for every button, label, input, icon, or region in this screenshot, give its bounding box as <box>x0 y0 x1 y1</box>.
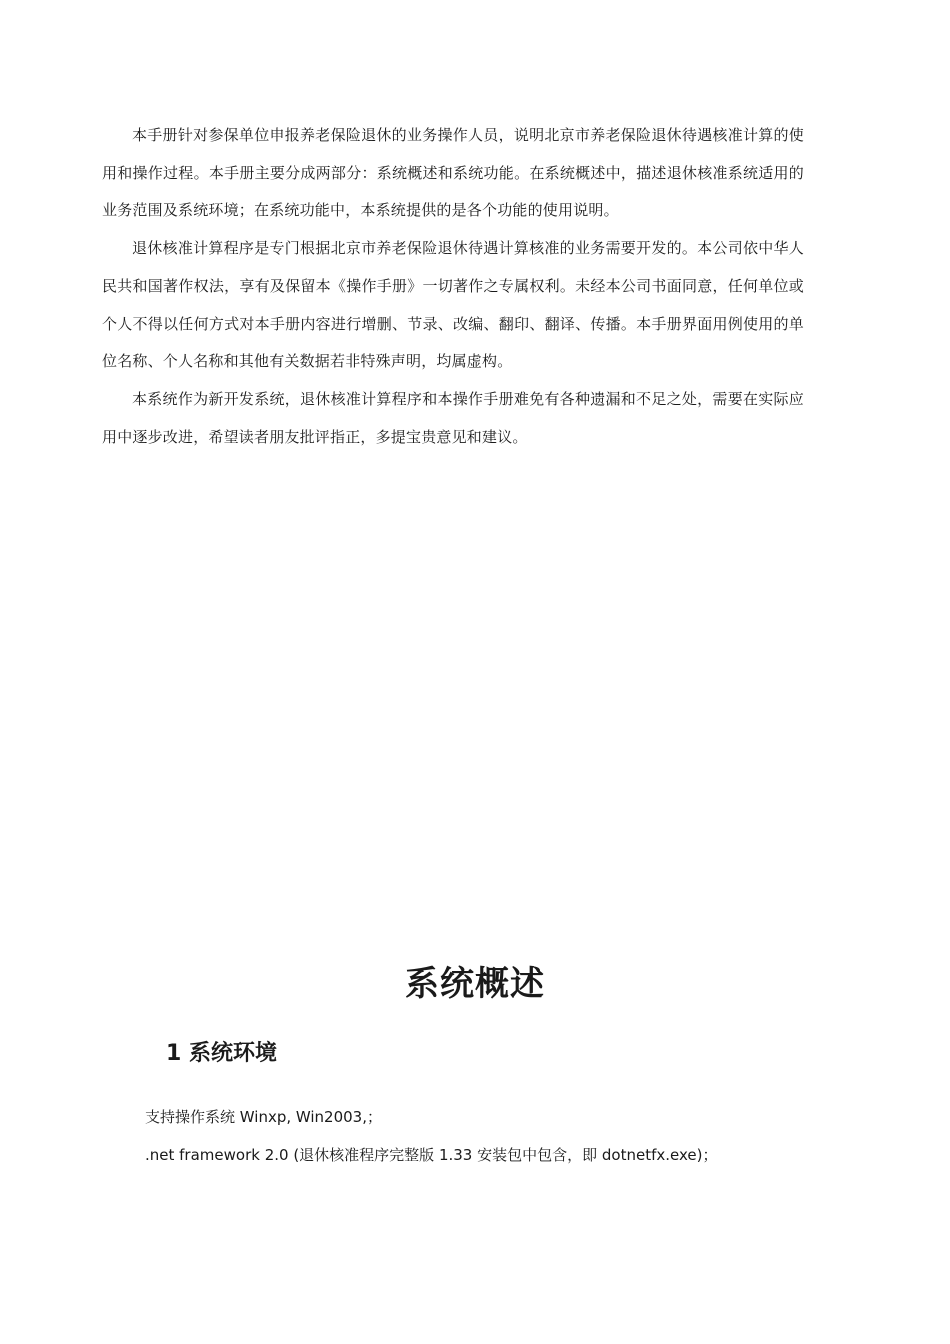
intro-paragraph-purpose: 本手册针对参保单位申报养老保险退休的业务操作人员，说明北京市养老保险退休待遇核准计算的使用和操作过程。本手册主要分成两部分：系统概述和系统功能。在系统概述中，描述退休核准系统适用的业务范围及系统环境；在系统功能中，本系统提供的是各个功能的使用说明。 <box>102 126 804 220</box>
intro-paragraph-disclaimer: 本系统作为新开发系统，退休核准计算程序和本操作手册难免有各种遗漏和不足之处，需要在实际应用中逐步改进，希望读者朋友批评指正，多提宝贵意见和建议。 <box>102 389 804 446</box>
framework-line: .net framework 2.0 (退休核准程序完整版 1.33 安装包中包含，即 dotnetfx.exe)； <box>145 1146 718 1164</box>
section-title: 1 系统环境 <box>166 1041 277 1066</box>
intro-paragraph-copyright: 退休核准计算程序是专门根据北京市养老保险退休待遇计算核准的业务需要开发的。本公司依中华人民共和国著作权法，享有及保留本《操作手册》一切著作之专属权利。未经本公司书面同意，任何单位或个人不得以任何方式对本手册内容进行增删、节录、改编、翻印、翻译、传播。本手册界面用例使用的单位名称、个人名称和其他有关数据若非特殊声明，均属虚构。 <box>102 239 804 371</box>
os-support-line: 支持操作系统 Winxp, Win2003,； <box>145 1108 382 1126</box>
chapter-title: 系统概述 <box>405 964 545 1004</box>
intro-section <box>102 117 804 456</box>
